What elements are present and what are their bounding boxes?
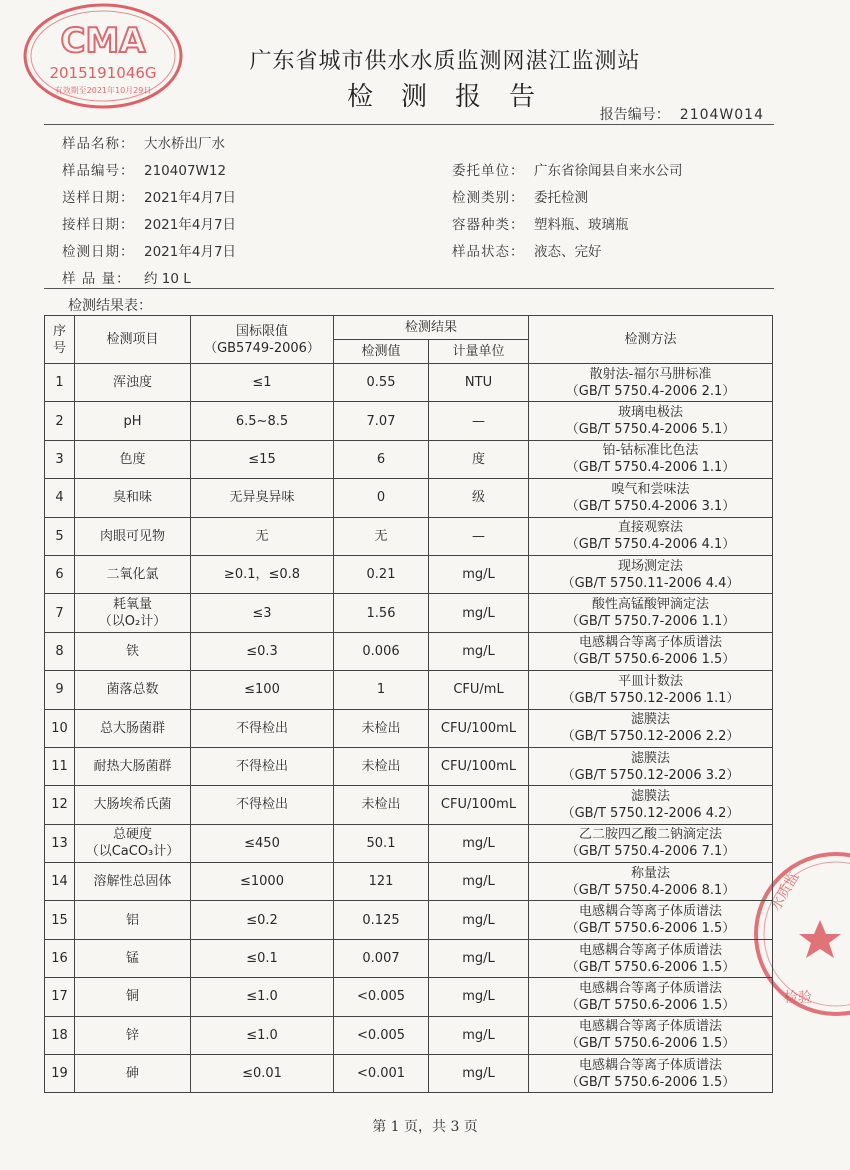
row-unit: mg/L [429,901,529,939]
report-number [600,104,764,124]
sample-quantity [62,267,191,287]
report-number-value: 2104W014 [679,107,764,123]
sample-state-label: 样品状态： [452,244,525,260]
row-limit: ≤1.0 [191,978,334,1016]
row-unit: CFU/100mL [429,709,529,747]
row-no: 8 [45,632,75,670]
row-item: 砷 [75,1055,191,1093]
row-limit: 无异臭异味 [191,479,334,517]
table-row [45,594,773,632]
test-date [62,240,236,260]
sample-name-label: 样品名称： [62,136,135,152]
sample-state [452,240,602,260]
row-method: 电感耦合等离子体质谱法 （GB/T 5750.6-2006 1.5） [529,901,773,939]
row-limit: 不得检出 [191,709,334,747]
row-no: 2 [45,402,75,440]
row-item: 铁 [75,632,191,670]
header-limit-line1: 国标限值 [235,323,288,339]
row-no: 11 [45,747,75,785]
row-method: 现场测定法 （GB/T 5750.11-2006 4.4） [529,555,773,593]
row-unit: mg/L [429,863,529,901]
row-item: 铜 [75,978,191,1016]
row-unit: mg/L [429,632,529,670]
table-row [45,901,773,939]
info-divider [44,288,774,289]
row-unit: CFU/mL [429,671,529,709]
row-no: 15 [45,901,75,939]
row-no: 3 [45,440,75,478]
header-limit [191,316,334,364]
row-no: 9 [45,671,75,709]
header-no: 序号 [45,316,75,364]
row-limit: ≤1000 [191,863,334,901]
row-item: 大肠埃希氏菌 [75,786,191,824]
row-limit: 无 [191,517,334,555]
row-value: 0.007 [334,939,429,977]
row-method: 散射法-福尔马肼标准 （GB/T 5750.4-2006 2.1） [529,364,773,402]
row-value: 1.56 [334,594,429,632]
row-no: 7 [45,594,75,632]
svg-text:有效期至2021年10月29日: 有效期至2021年10月29日 [54,86,152,95]
table-row [45,978,773,1016]
row-item: 色度 [75,440,191,478]
row-method: 电感耦合等离子体质谱法 （GB/T 5750.6-2006 1.5） [529,1016,773,1054]
row-no: 18 [45,1016,75,1054]
row-method: 铂-钴标准比色法 （GB/T 5750.4-2006 1.1） [529,440,773,478]
row-item: 耗氧量 （以O₂计） [75,594,191,632]
results-table [44,315,773,1093]
delivery-date [62,186,236,206]
doc-title: 检测报告 [346,82,563,112]
row-item: pH [75,402,191,440]
svg-text:检验: 检验 [784,990,812,1006]
test-date-value: 2021年4月7日 [144,244,237,260]
table-row [45,555,773,593]
row-unit: CFU/100mL [429,747,529,785]
test-category-label: 检测类别： [452,190,525,206]
row-unit: mg/L [429,594,529,632]
receipt-date-value: 2021年4月7日 [144,217,237,233]
sample-number-value: 210407W12 [144,163,227,179]
row-value: <0.005 [334,978,429,1016]
table-row [45,402,773,440]
row-method: 称量法 （GB/T 5750.4-2006 8.1） [529,863,773,901]
row-value: 0.55 [334,364,429,402]
header-limit-line2: （GB5749-2006） [204,340,320,356]
row-no: 10 [45,709,75,747]
row-limit: ≤100 [191,671,334,709]
sample-name [62,132,225,152]
header-item: 检测项目 [75,316,191,364]
row-value: 50.1 [334,824,429,862]
row-limit: 不得检出 [191,747,334,785]
row-no: 16 [45,939,75,977]
row-value: 无 [334,517,429,555]
delivery-date-label: 送样日期： [62,190,135,206]
row-limit: ≤15 [191,440,334,478]
row-limit: ≤3 [191,594,334,632]
row-value: 0.21 [334,555,429,593]
receipt-date-label: 接样日期： [62,217,135,233]
receipt-date [62,213,236,233]
row-unit: 级 [429,479,529,517]
row-unit: — [429,517,529,555]
row-method: 乙二胺四乙酸二钠滴定法 （GB/T 5750.4-2006 7.1） [529,824,773,862]
row-limit: 6.5~8.5 [191,402,334,440]
row-value: <0.005 [334,1016,429,1054]
row-method: 滤膜法 （GB/T 5750.12-2006 2.2） [529,709,773,747]
table-row [45,824,773,862]
results-section-label: 检测结果表： [68,298,152,314]
header-method: 检测方法 [529,316,773,364]
row-no: 12 [45,786,75,824]
row-item: 总大肠菌群 [75,709,191,747]
container-type-label: 容器种类： [452,217,525,233]
svg-text:水质监: 水质监 [767,869,803,914]
row-unit: mg/L [429,555,529,593]
client [452,159,683,179]
svg-text:CMA: CMA [60,21,146,61]
row-limit: ≤1 [191,364,334,402]
report-number-label: 报告编号： [599,107,670,123]
row-method: 平皿计数法 （GB/T 5750.12-2006 1.1） [529,671,773,709]
row-no: 5 [45,517,75,555]
row-value: 6 [334,440,429,478]
table-row [45,517,773,555]
row-method: 电感耦合等离子体质谱法 （GB/T 5750.6-2006 1.5） [529,978,773,1016]
sample-quantity-label: 样 品 量： [62,271,131,287]
svg-text:2015191046G: 2015191046G [49,64,157,82]
row-value: 未检出 [334,709,429,747]
row-value: 未检出 [334,786,429,824]
row-item: 二氧化氯 [75,555,191,593]
table-row [45,671,773,709]
row-method: 滤膜法 （GB/T 5750.12-2006 4.2） [529,786,773,824]
row-unit: mg/L [429,939,529,977]
row-limit: 不得检出 [191,786,334,824]
row-unit: mg/L [429,1016,529,1054]
row-unit: CFU/100mL [429,786,529,824]
row-no: 19 [45,1055,75,1093]
row-value: 7.07 [334,402,429,440]
client-label: 委托单位： [452,163,525,179]
row-unit: 度 [429,440,529,478]
row-item: 臭和味 [75,479,191,517]
row-limit: ≤450 [191,824,334,862]
page-footer: 第 1 页，共 3 页 [372,1119,478,1135]
row-no: 1 [45,364,75,402]
table-row [45,939,773,977]
row-limit: ≤0.01 [191,1055,334,1093]
sample-number [62,159,226,179]
table-row [45,479,773,517]
row-unit: mg/L [429,978,529,1016]
row-unit: NTU [429,364,529,402]
table-row [45,786,773,824]
row-method: 电感耦合等离子体质谱法 （GB/T 5750.6-2006 1.5） [529,939,773,977]
org-title: 广东省城市供水水质监测网湛江监测站 [249,49,641,74]
container-type [452,213,629,233]
table-row [45,747,773,785]
sample-number-label: 样品编号： [62,163,135,179]
row-no: 6 [45,555,75,593]
row-unit: mg/L [429,1055,529,1093]
row-limit: ≤0.1 [191,939,334,977]
row-item: 锌 [75,1016,191,1054]
row-value: 0.125 [334,901,429,939]
row-limit: ≤0.3 [191,632,334,670]
delivery-date-value: 2021年4月7日 [144,190,237,206]
row-value: 1 [334,671,429,709]
row-method: 嗅气和尝味法 （GB/T 5750.4-2006 3.1） [529,479,773,517]
row-method: 电感耦合等离子体质谱法 （GB/T 5750.6-2006 1.5） [529,1055,773,1093]
row-no: 14 [45,863,75,901]
table-row [45,709,773,747]
row-method: 玻璃电极法 （GB/T 5750.4-2006 5.1） [529,402,773,440]
test-category-value: 委托检测 [534,190,588,206]
row-unit: — [429,402,529,440]
test-category [452,186,588,206]
table-row [45,364,773,402]
row-item: 总硬度 （以CaCO₃计） [75,824,191,862]
row-value: 121 [334,863,429,901]
table-row [45,863,773,901]
row-item: 耐热大肠菌群 [75,747,191,785]
header-unit: 计量单位 [429,340,529,364]
table-row [45,440,773,478]
row-no: 13 [45,824,75,862]
row-method: 酸性高锰酸钾滴定法 （GB/T 5750.7-2006 1.1） [529,594,773,632]
row-unit: mg/L [429,824,529,862]
row-item: 浑浊度 [75,364,191,402]
row-method: 电感耦合等离子体质谱法 （GB/T 5750.6-2006 1.5） [529,632,773,670]
row-limit: ≤1.0 [191,1016,334,1054]
table-row [45,1055,773,1093]
header-divider [44,124,774,125]
row-value: <0.001 [334,1055,429,1093]
client-value: 广东省徐闻县自来水公司 [534,163,683,179]
row-no: 17 [45,978,75,1016]
row-item: 铝 [75,901,191,939]
row-no: 4 [45,479,75,517]
row-method: 滤膜法 （GB/T 5750.12-2006 3.2） [529,747,773,785]
row-item: 菌落总数 [75,671,191,709]
header-value: 检测值 [334,340,429,364]
table-row [45,632,773,670]
sample-state-value: 液态、完好 [534,244,602,260]
container-type-value: 塑料瓶、玻璃瓶 [534,217,629,233]
row-item: 肉眼可见物 [75,517,191,555]
sample-quantity-value: 约 10 L [144,271,191,287]
sample-name-value: 大水桥出厂水 [144,136,225,152]
row-item: 锰 [75,939,191,977]
row-value: 未检出 [334,747,429,785]
table-row [45,1016,773,1054]
row-method: 直接观察法 （GB/T 5750.4-2006 4.1） [529,517,773,555]
header-result: 检测结果 [334,316,529,340]
row-item: 溶解性总固体 [75,863,191,901]
row-value: 0 [334,479,429,517]
row-limit: ≤0.2 [191,901,334,939]
row-value: 0.006 [334,632,429,670]
test-date-label: 检测日期： [62,244,135,260]
row-limit: ≥0.1，≤0.8 [191,555,334,593]
